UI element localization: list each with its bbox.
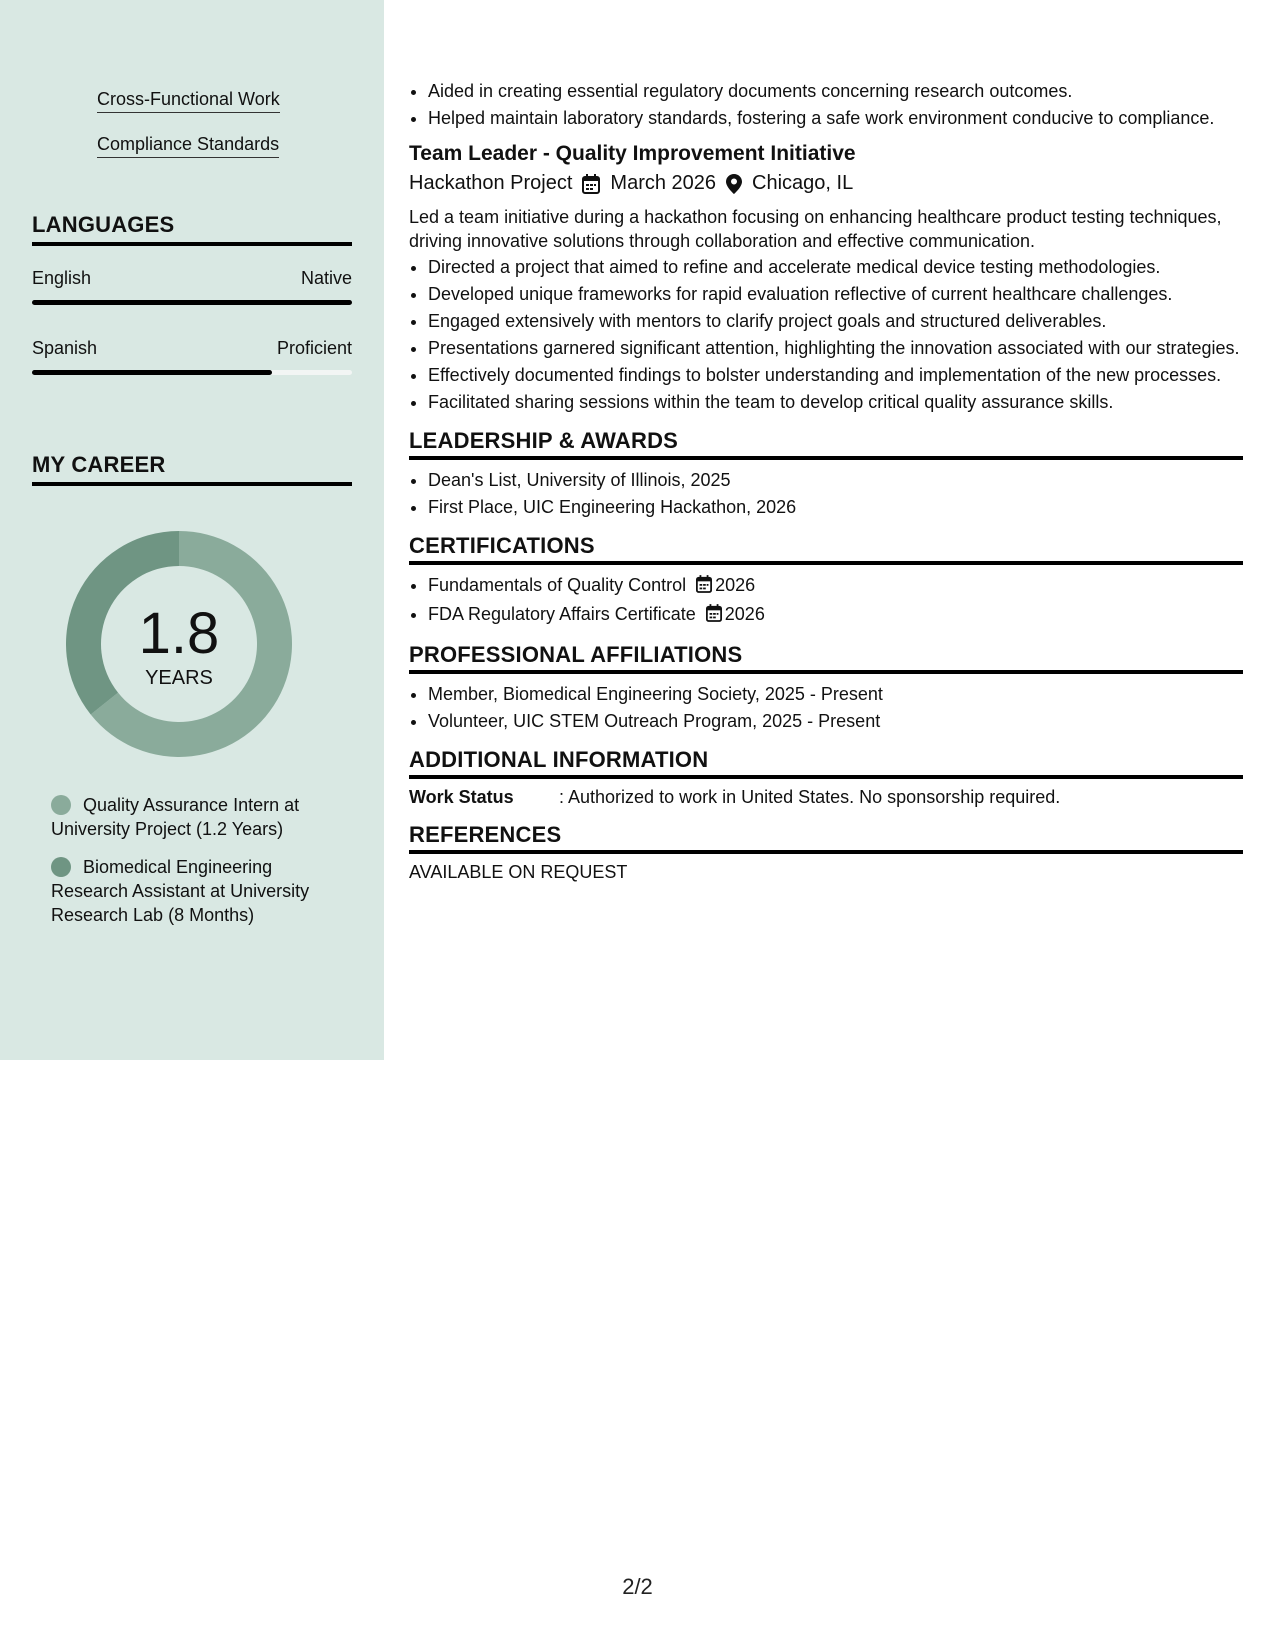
list-item: • Engaged extensively with mentors to clarify project goals and structured deliverables. [428, 309, 1243, 333]
career-legend-item [51, 855, 341, 927]
leadership-heading: LEADERSHIP & AWARDS [409, 428, 1243, 460]
certification-year: 2026 [724, 604, 765, 624]
language-row [32, 268, 352, 289]
list-item: • Aided in creating essential regulatory documents concerning research outcomes. [428, 79, 1243, 103]
main-content [409, 79, 1243, 883]
page-number: 2/2 [622, 1574, 653, 1599]
job-meta [409, 172, 1243, 195]
career-unit: YEARS [145, 667, 213, 689]
job-bullets [409, 255, 1243, 414]
language-proficiency-bar [32, 370, 352, 375]
language-proficiency-fill [32, 370, 272, 375]
job-location: Chicago, IL [752, 172, 854, 194]
list-item: • Volunteer, UIC STEM Outreach Program, 2025 - Present [428, 709, 1243, 733]
job-organization: Hackathon Project [409, 172, 573, 194]
language-level: Native [300, 268, 352, 288]
location-pin-icon [726, 174, 742, 194]
language-level: Proficient [276, 338, 352, 358]
legend-dot-icon [51, 795, 71, 815]
certification-name: FDA Regulatory Affairs Certificate [428, 604, 696, 624]
list-item: • Helped maintain laboratory standards, fostering a safe work environment conducive to compliance. [428, 106, 1243, 130]
work-status-value: : Authorized to work in United States. No sponsorship required. [559, 787, 1061, 807]
job-description: Led a team initiative during a hackathon focusing on enhancing healthcare product testing techniques, driving innovative solutions through collaboration and effective communication. [409, 207, 1222, 251]
work-status-label: Work Status [409, 787, 514, 807]
job-date: March 2026 [610, 172, 717, 194]
career-legend-label: Biomedical Engineering Research Assistant at University Research Lab (8 Months) [51, 857, 310, 925]
certifications-heading: CERTIFICATIONS [409, 533, 1243, 565]
experience-bullets [409, 79, 1243, 130]
language-proficiency-bar [32, 300, 352, 305]
language-proficiency-fill [32, 300, 352, 305]
sidebar [0, 0, 384, 1060]
certification-year: 2026 [715, 575, 756, 595]
list-item: • Member, Biomedical Engineering Society, 2025 - Present [428, 682, 1243, 706]
list-item [428, 573, 1243, 599]
calendar-icon [582, 174, 600, 194]
affiliations-heading: PROFESSIONAL AFFILIATIONS [409, 642, 1243, 674]
languages-heading: LANGUAGES [32, 212, 352, 246]
list-item: • Dean's List, University of Illinois, 2025 [428, 468, 1243, 492]
list-item: • Directed a project that aimed to refine and accelerate medical device testing methodologies. [428, 255, 1243, 279]
language-name: Spanish [32, 338, 98, 358]
legend-dot-icon [51, 857, 71, 877]
list-item: • Developed unique frameworks for rapid evaluation reflective of current healthcare challenges. [428, 282, 1243, 306]
affiliations-list [409, 682, 1243, 733]
list-item: • Effectively documented findings to bolster understanding and implementation of the new processes. [428, 363, 1243, 387]
calendar-icon [696, 575, 712, 599]
language-row [32, 338, 352, 359]
list-item: • Facilitated sharing sessions within the team to develop critical quality assurance skills. [428, 390, 1243, 414]
additional-info-heading: ADDITIONAL INFORMATION [409, 747, 1243, 779]
skill-link[interactable]: Cross-Functional Work [97, 88, 280, 113]
certifications-list [409, 573, 1243, 628]
work-status-row [409, 787, 1243, 808]
calendar-icon [706, 604, 722, 628]
career-donut-chart [66, 531, 292, 757]
career-total: 1.8 [138, 601, 220, 666]
skill-link[interactable]: Compliance Standards [97, 133, 279, 158]
references-text: AVAILABLE ON REQUEST [409, 862, 628, 882]
language-name: English [32, 268, 92, 288]
job-title: Team Leader - Quality Improvement Initiative [409, 142, 856, 165]
career-legend-label: Quality Assurance Intern at University Project (1.2 Years) [51, 795, 300, 839]
career-heading: MY CAREER [32, 452, 352, 486]
leadership-list [409, 468, 1243, 519]
list-item [428, 602, 1243, 628]
list-item: • First Place, UIC Engineering Hackathon, 2026 [428, 495, 1243, 519]
references-heading: REFERENCES [409, 822, 1243, 854]
career-legend-item [51, 793, 341, 841]
list-item: • Presentations garnered significant attention, highlighting the innovation associated with our strategies. [428, 336, 1243, 360]
certification-name: Fundamentals of Quality Control [428, 575, 687, 595]
